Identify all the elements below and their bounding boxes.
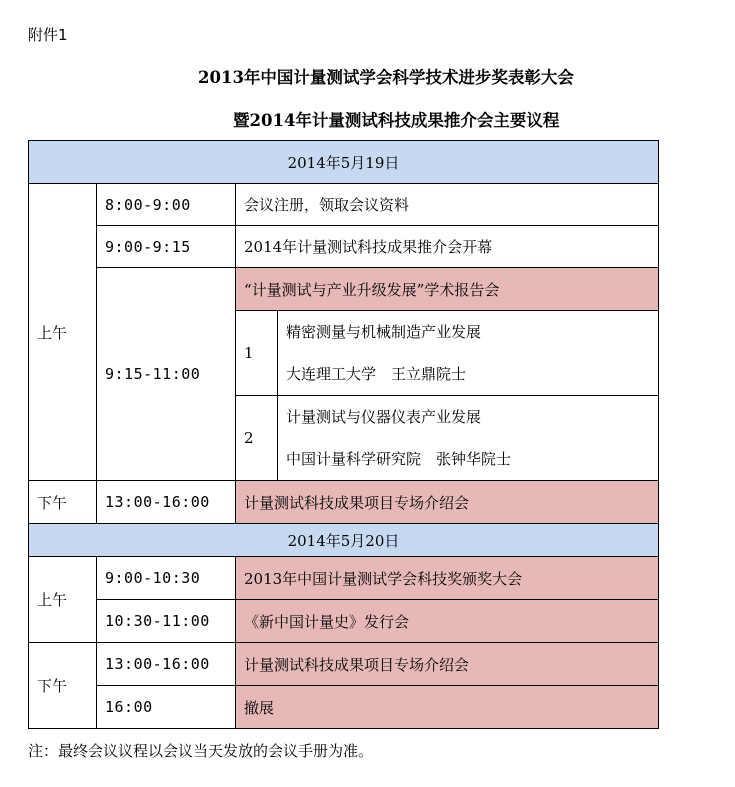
- time-cell: 13:00-16:00: [97, 481, 236, 524]
- attachment-label: 附件1: [28, 26, 68, 44]
- table-row: [29, 686, 659, 729]
- event-cell: “计量测试与产业升级发展”学术报告会: [236, 268, 659, 311]
- event-cell: 计量测试科技成果项目专场介绍会: [236, 643, 659, 686]
- event-cell: 会议注册，领取会议资料: [236, 184, 659, 226]
- talk-speaker: 中国计量科学研究院 张钟华院士: [286, 450, 512, 468]
- table-row: [29, 643, 659, 686]
- talk-topic: 精密测量与机械制造产业发展: [286, 323, 482, 341]
- table-row: [29, 226, 659, 268]
- time-cell: 10:30-11:00: [97, 600, 236, 643]
- event-cell: 撤展: [236, 686, 659, 729]
- talk-cell: [278, 311, 659, 396]
- talk-number: 1: [236, 311, 278, 396]
- day2-morning-label: 上午: [29, 557, 97, 643]
- footnote: 注：最终会议议程以会议当天发放的会议手册为准。: [28, 742, 374, 760]
- document-subtitle: 暨2014年计量测试科技成果推介会主要议程: [233, 111, 560, 130]
- talk-number: 2: [236, 396, 278, 481]
- day1-header-row: [29, 141, 659, 184]
- day1-morning-label: 上午: [29, 184, 97, 481]
- document-title: 2013年中国计量测试学会科学技术进步奖表彰大会: [198, 68, 574, 87]
- time-cell: 13:00-16:00: [97, 643, 236, 686]
- time-cell: 16:00: [97, 686, 236, 729]
- day2-afternoon-label: 下午: [29, 643, 97, 729]
- day2-header-row: [29, 524, 659, 557]
- event-cell: 《新中国计量史》发行会: [236, 600, 659, 643]
- talk-cell: [278, 396, 659, 481]
- time-cell: 8:00-9:00: [97, 184, 236, 226]
- table-row: [29, 600, 659, 643]
- talk-topic: 计量测试与仪器仪表产业发展: [286, 408, 482, 426]
- event-cell: 计量测试科技成果项目专场介绍会: [236, 481, 659, 524]
- agenda-table: [28, 140, 659, 729]
- talk-speaker: 大连理工大学 王立鼎院士: [286, 365, 467, 383]
- event-cell: 2013年中国计量测试学会科技奖颁奖大会: [236, 557, 659, 600]
- time-cell: 9:00-9:15: [97, 226, 236, 268]
- time-cell: 9:00-10:30: [97, 557, 236, 600]
- table-row: [29, 557, 659, 600]
- day1-date: 2014年5月19日: [29, 141, 659, 184]
- time-cell: 9:15-11:00: [97, 268, 236, 481]
- table-row: [29, 481, 659, 524]
- table-row: [29, 184, 659, 226]
- day1-afternoon-label: 下午: [29, 481, 97, 524]
- event-cell: 2014年计量测试科技成果推介会开幕: [236, 226, 659, 268]
- table-row: [29, 268, 659, 311]
- day2-date: 2014年5月20日: [29, 524, 659, 557]
